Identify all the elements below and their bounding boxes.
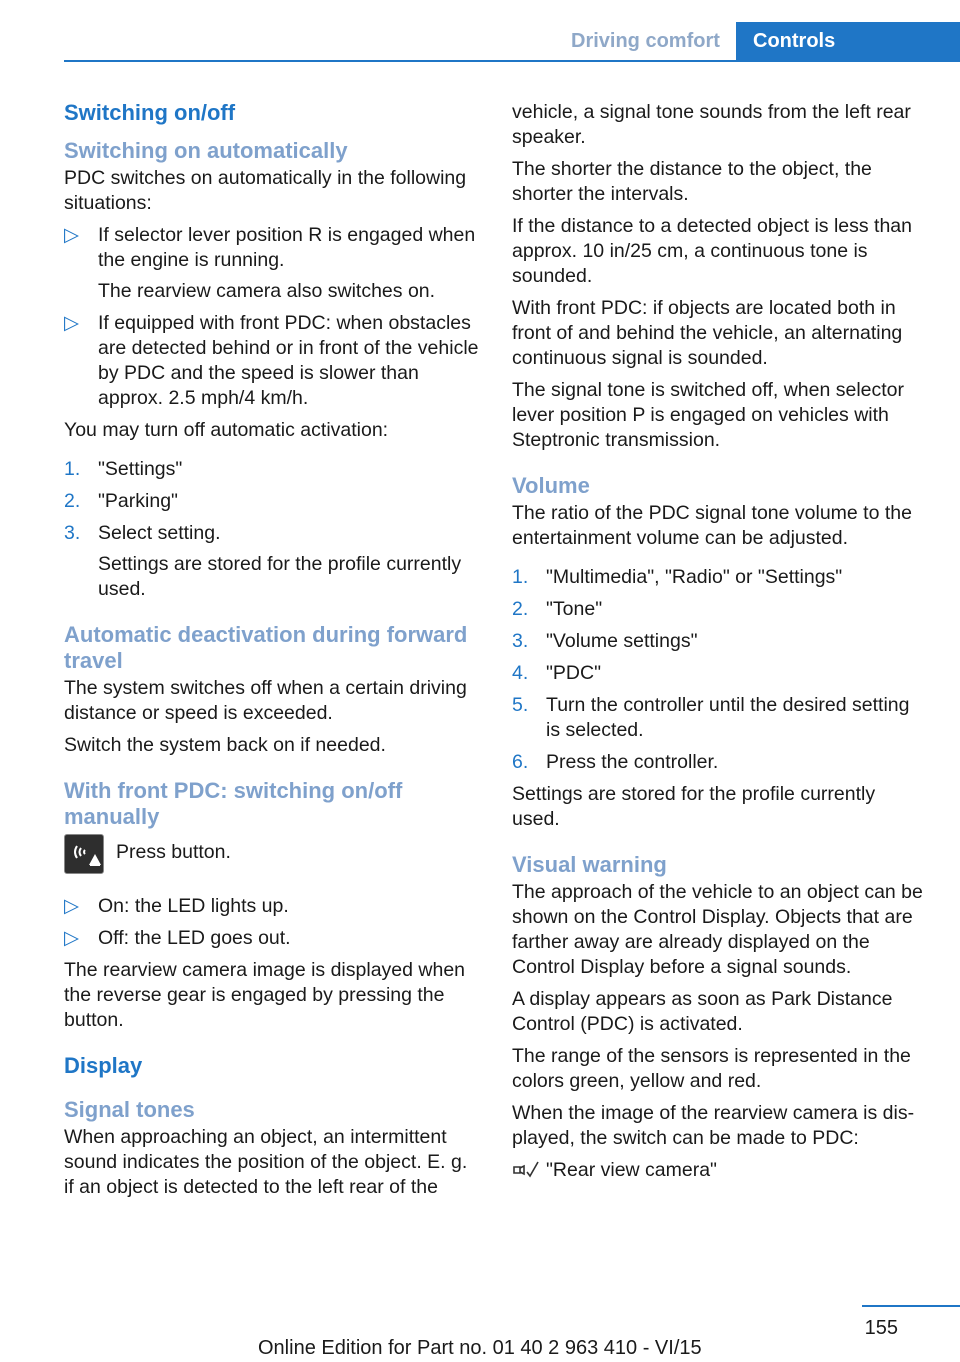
paragraph-volume: The ratio of the PDC signal tone volume to the entertainment volume can be adjusted. bbox=[512, 502, 912, 549]
header-rule bbox=[64, 60, 960, 62]
step-number: 1. bbox=[64, 458, 81, 480]
bullet-list-situations bbox=[64, 223, 482, 411]
heading-volume: Volume bbox=[512, 473, 590, 498]
bullet-marker: ▷ bbox=[64, 895, 79, 917]
rear-camera-row bbox=[512, 1158, 926, 1183]
header-tab-label: Controls bbox=[753, 30, 836, 52]
step-item bbox=[64, 489, 482, 514]
heading-visual-warning: Visual warning bbox=[512, 852, 667, 877]
step-number: 4. bbox=[512, 662, 529, 684]
list-item bbox=[64, 223, 482, 304]
paragraph-switch-pdc: When the image of the rearview camera is displayed, the switch can be made to PDC: bbox=[512, 1102, 915, 1149]
heading-auto: Switching on automatically bbox=[64, 138, 348, 163]
step-text: "Settings" bbox=[98, 458, 183, 480]
step-text: "Tone" bbox=[546, 598, 603, 620]
list-item-note: The rearview camera also switches on. bbox=[98, 280, 436, 302]
step-text: "Multimedia", "Radio" or "Settings" bbox=[546, 566, 843, 588]
paragraph-shorter: The shorter the distance to the object, the shorter the intervals. bbox=[512, 158, 872, 205]
step-item bbox=[64, 521, 482, 602]
step-number: 3. bbox=[512, 630, 529, 652]
footer-rule bbox=[862, 1305, 960, 1307]
paragraph-tone-off: The signal tone is switched off, when selector lever position P is engaged on vehicles with Steptronic transmission. bbox=[512, 379, 905, 451]
pdc-button-icon[interactable] bbox=[64, 834, 104, 874]
step-number: 5. bbox=[512, 694, 529, 716]
steps-list-volume bbox=[512, 565, 926, 775]
paragraph-front-pdc: With front PDC: if objects are located both in front of and behind the vehicle, an alternating continuous signal is sounded. bbox=[512, 297, 903, 369]
heading-switching: Switching on/off bbox=[64, 100, 236, 125]
header-section: Driving comfort bbox=[571, 30, 720, 52]
paragraph-rearview: The rearview camera image is displayed when the reverse gear is engaged by pressing the button. bbox=[64, 959, 466, 1031]
bullet-list-led bbox=[64, 894, 482, 951]
rear-camera-label: "Rear view camera" bbox=[546, 1159, 717, 1181]
paragraph-signal-tones: When approaching an object, an intermittent sound indicates the position of the object. E. g. if an object is detected to the left rear of the bbox=[64, 1126, 468, 1198]
list-item-text: Off: the LED goes out. bbox=[98, 927, 291, 949]
step-number: 6. bbox=[512, 751, 529, 773]
rear-camera-icon bbox=[512, 1160, 540, 1180]
heading-signal-tones: Signal tones bbox=[64, 1097, 195, 1122]
bullet-marker: ▷ bbox=[64, 224, 79, 246]
step-text: Turn the controller until the desired setting is selected. bbox=[546, 694, 910, 741]
step-number: 2. bbox=[512, 598, 529, 620]
list-item-text: If equipped with front PDC: when obstacles are detected behind or in front of the vehicle by PDC and the speed is slower than approx. 2.5 mph/4 km/h. bbox=[98, 312, 479, 409]
paragraph-range: The range of the sensors is represented in the colors green, yellow and red. bbox=[512, 1045, 911, 1092]
paragraph-turnoff: You may turn off automatic activation: bbox=[64, 419, 389, 441]
press-button-row bbox=[64, 840, 482, 880]
paragraph-visual: The approach of the vehicle to an object can be shown on the Control Display. Objects that are farther away are already displayed on the Control Display before a signal sounds. bbox=[512, 881, 923, 978]
right-column bbox=[512, 100, 926, 1183]
step-text: "Parking" bbox=[98, 490, 178, 512]
paragraph-auto: PDC switches on automatically in the following situations: bbox=[64, 167, 467, 214]
left-column bbox=[64, 100, 482, 1207]
step-item bbox=[512, 661, 926, 686]
step-item bbox=[512, 597, 926, 622]
step-note: Settings are stored for the profile currently used. bbox=[98, 553, 462, 600]
step-text: "PDC" bbox=[546, 662, 602, 684]
step-item bbox=[512, 565, 926, 590]
press-button-label: Press button. bbox=[116, 841, 231, 863]
list-item bbox=[64, 926, 482, 951]
heading-deactivation: Automatic deactivation during forward travel bbox=[64, 622, 468, 673]
header-tab bbox=[736, 22, 960, 62]
paragraph-stored: Settings are stored for the profile currently used. bbox=[512, 783, 876, 830]
list-item-text: On: the LED lights up. bbox=[98, 895, 289, 917]
step-text: Select setting. bbox=[98, 522, 221, 544]
step-number: 2. bbox=[64, 490, 81, 512]
heading-display: Display bbox=[64, 1053, 143, 1078]
step-text: Press the controller. bbox=[546, 751, 719, 773]
step-item bbox=[64, 457, 482, 482]
edition-note: Online Edition for Part no. 01 40 2 963 410 - VI/15 bbox=[258, 1337, 702, 1359]
step-number: 1. bbox=[512, 566, 529, 588]
page-number: 155 bbox=[864, 1317, 898, 1339]
step-number: 3. bbox=[64, 522, 81, 544]
step-item bbox=[512, 629, 926, 654]
steps-list-settings bbox=[64, 457, 482, 602]
list-item bbox=[64, 894, 482, 919]
step-text: "Volume settings" bbox=[546, 630, 698, 652]
list-item-text: If selector lever position R is engaged when the engine is running. bbox=[98, 224, 476, 271]
bullet-marker: ▷ bbox=[64, 927, 79, 949]
list-item bbox=[64, 311, 482, 411]
paragraph-continuation: vehicle, a signal tone sounds from the left rear speaker. bbox=[512, 101, 911, 148]
paragraph-distance: If the distance to a detected object is less than approx. 10 in/25 cm, a continuous tone is sounded. bbox=[512, 215, 912, 287]
step-item bbox=[512, 693, 926, 743]
bullet-marker: ▷ bbox=[64, 312, 79, 334]
paragraph-deactivation: The system switches off when a certain driving distance or speed is exceeded. bbox=[64, 677, 467, 724]
paragraph-switch-back: Switch the system back on if needed. bbox=[64, 734, 386, 756]
step-item bbox=[512, 750, 926, 775]
heading-front-pdc: With front PDC: switching on/off manually bbox=[64, 778, 403, 829]
paragraph-display-appears: A display appears as soon as Park Distance Control (PDC) is activated. bbox=[512, 988, 893, 1035]
